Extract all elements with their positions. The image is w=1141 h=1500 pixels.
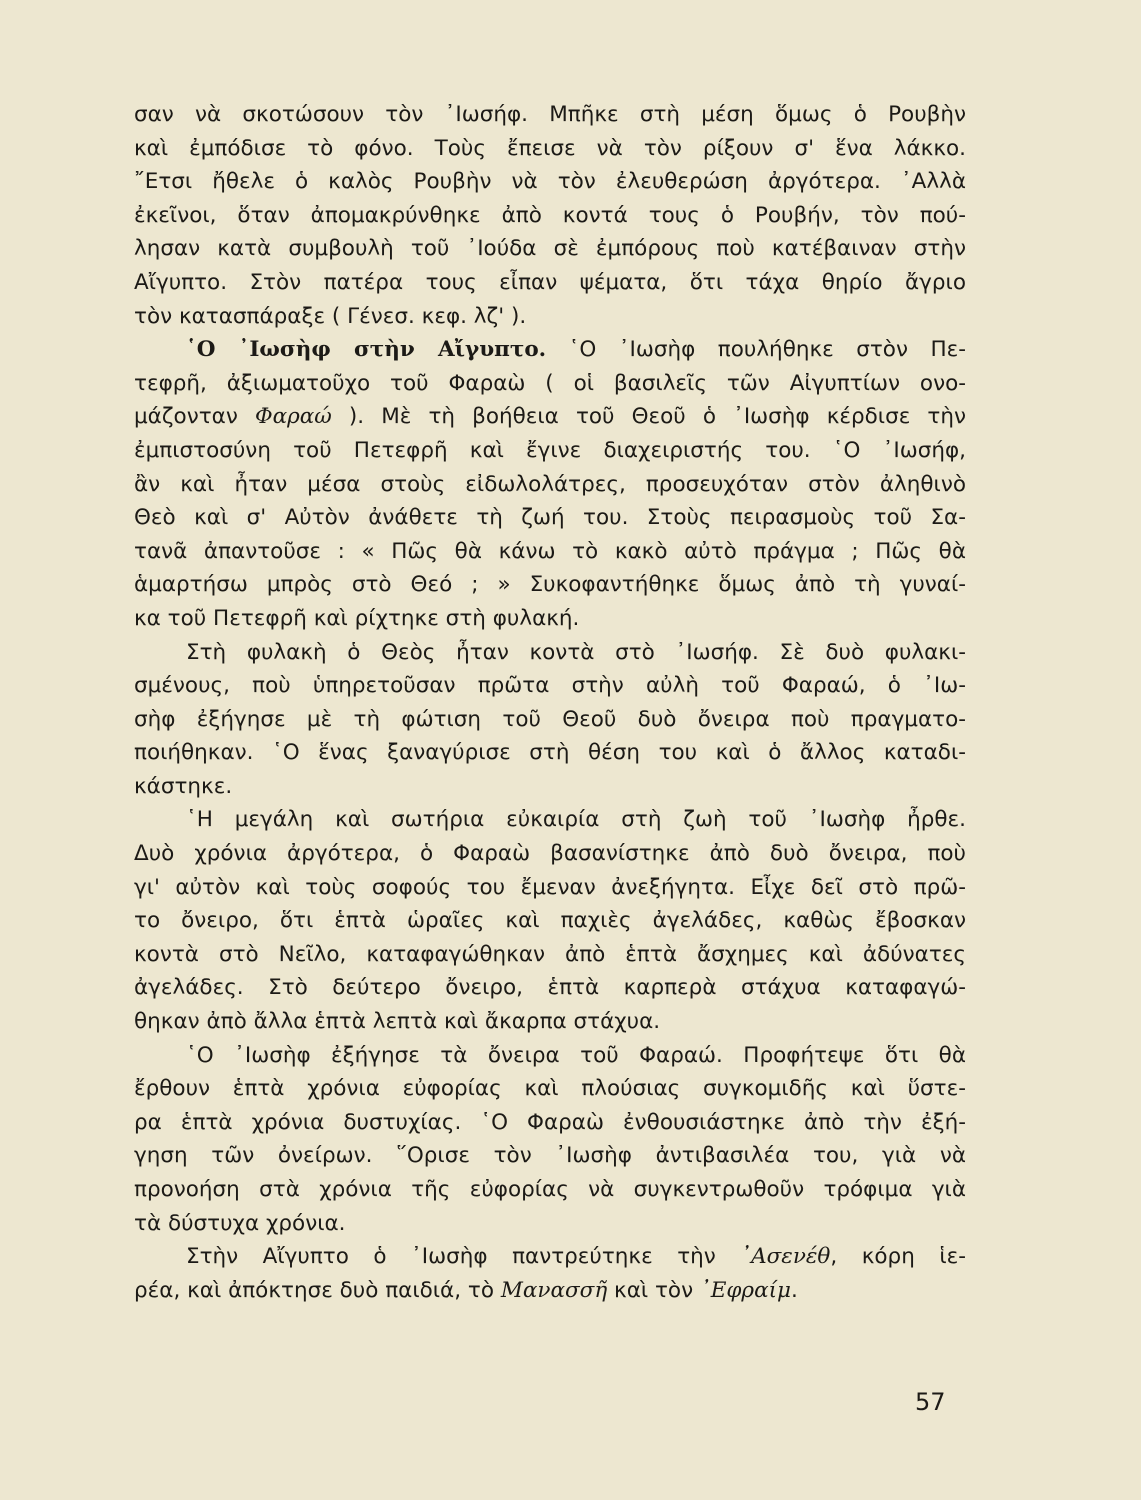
- text-segment: καὶ τὸν: [607, 1277, 700, 1303]
- text-line: σμένους, ποὺ ὑπηρετοῦσαν πρῶτα στὴν αὐλὴ τοῦ Φαραώ, ὁ ᾿Ιω-: [134, 673, 966, 699]
- italic-term: Φαραώ: [254, 404, 332, 430]
- text-line: [134, 400, 966, 434]
- text-line: ῎Ετσι ἤθελε ὁ καλὸς Ρουβὴν νὰ τὸν ἐλευθερώση ἀργότερα. ᾿Αλλὰ: [134, 169, 966, 195]
- text-line: σαν νὰ σκοτώσουν τὸν ᾿Ιωσήφ. Μπῆκε στὴ μέση ὅμως ὁ Ρουβὴν: [134, 102, 966, 127]
- text-line: σὴφ ἐξήγησε μὲ τὴ φώτιση τοῦ Θεοῦ δυὸ ὄνειρα ποὺ πραγματο-: [134, 706, 966, 732]
- text-segment: Στὴν Αἴγυπτο ὁ ᾿Ιωσὴφ παντρεύτηκε τὴν: [186, 1244, 741, 1270]
- text-line: [134, 1274, 966, 1308]
- text-line: ἔρθουν ἑπτὰ χρόνια εὐφορίας καὶ πλούσιας συγκομιδῆς καὶ ὕστε-: [134, 1076, 966, 1102]
- text-line: [134, 1240, 966, 1274]
- text-line: το ὄνειρο, ὅτι ἑπτὰ ὡραῖες καὶ παχιὲς ἀγελάδες, καθὼς ἔβοσκαν: [134, 908, 966, 934]
- text-line: γηση τῶν ὀνείρων. ῞Ορισε τὸν ᾿Ιωσὴφ ἀντιβασιλέα του, γιὰ νὰ: [134, 1143, 966, 1169]
- page-number: 57: [915, 1388, 946, 1416]
- text-line: ῾Ο ᾿Ιωσὴφ ἐξήγησε τὰ ὄνειρα τοῦ Φαραώ. Προφήτεψε ὅτι θὰ: [186, 1042, 966, 1068]
- text-segment: ῾Ο ᾿Ιωσὴφ πουλήθηκε στὸν Πε-: [546, 337, 966, 363]
- text-line: γι' αὐτὸν καὶ τοὺς σοφούς του ἔμεναν ἀνεξήγητα. Εἶχε δεῖ στὸ πρῶ-: [134, 874, 966, 900]
- text-segment: , κόρη ἱε-: [830, 1244, 966, 1270]
- body-text: [134, 98, 966, 1307]
- text-line: κα τοῦ Πετεφρῆ καὶ ρίχτηκε στὴ φυλακή.: [134, 605, 580, 631]
- text-line: κάστηκε.: [134, 773, 233, 799]
- text-line: προνοήση στὰ χρόνια τῆς εὐφορίας νὰ συγκεντρωθοῦν τρόφιμα γιὰ: [134, 1177, 966, 1202]
- text-line: ἐμπιστοσύνη τοῦ Πετεφρῆ καὶ ἔγινε διαχειριστής του. ῾Ο ᾿Ιωσήφ,: [134, 437, 966, 463]
- text-line: ἀγελάδες. Στὸ δεύτερο ὄνειρο, ἑπτὰ καρπερὰ στάχυα καταφαγώ-: [134, 975, 966, 1001]
- text-line: ἐκεῖνοι, ὅταν ἀπομακρύνθηκε ἀπὸ κοντά τους ὁ Ρουβήν, τὸν πού-: [134, 202, 966, 228]
- section-heading: ῾Ο ᾿Ιωσὴφ στὴν Αἴγυπτο.: [186, 337, 547, 363]
- text-line: τὰ δύστυχα χρόνια.: [134, 1210, 346, 1236]
- text-line: καὶ ἐμπόδισε τὸ φόνο. Τοὺς ἔπεισε νὰ τὸν ρίξουν σ' ἕνα λάκκο.: [134, 135, 966, 161]
- section-heading-line: [134, 333, 966, 367]
- italic-name: ᾿Ασενέθ: [740, 1244, 831, 1270]
- text-line: ῾Η μεγάλη καὶ σωτήρια εὐκαιρία στὴ ζωὴ τοῦ ᾿Ιωσὴφ ἦρθε.: [186, 807, 966, 833]
- text-line: Αἴγυπτο. Στὸν πατέρα τους εἶπαν ψέματα, ὅτι τάχα θηρίο ἄγριο: [134, 269, 966, 295]
- text-line: τανᾶ ἀπαντοῦσε : « Πῶς θὰ κάνω τὸ κακὸ αὐτὸ πράγμα ; Πῶς θὰ: [134, 538, 966, 564]
- italic-name: ᾿Εφραίμ: [699, 1277, 791, 1303]
- text-segment: .: [791, 1277, 798, 1303]
- text-line: ρα ἑπτὰ χρόνια δυστυχίας. ῾Ο Φαραὼ ἐνθουσιάστηκε ἀπὸ τὴν ἐξή-: [134, 1109, 966, 1135]
- text-line: ποιήθηκαν. ῾Ο ἕνας ξαναγύρισε στὴ θέση του καὶ ὁ ἄλλος καταδι-: [134, 740, 966, 766]
- text-segment: μάζονταν: [134, 404, 255, 430]
- text-line: θηκαν ἀπὸ ἄλλα ἑπτὰ λεπτὰ καὶ ἄκαρπα στάχυα.: [134, 1009, 661, 1035]
- text-line: τεφρῆ, ἀξιωματοῦχο τοῦ Φαραὼ ( οἱ βασιλεῖς τῶν Αἰγυπτίων ονο-: [134, 370, 966, 396]
- italic-name: Μανασσῆ: [500, 1277, 608, 1303]
- text-segment: ). Μὲ τὴ βοήθεια τοῦ Θεοῦ ὁ ᾿Ιωσὴφ κέρδισε τὴν: [331, 404, 966, 430]
- text-line: Δυὸ χρόνια ἀργότερα, ὁ Φαραὼ βασανίστηκε ἀπὸ δυὸ ὄνειρα, ποὺ: [134, 841, 966, 867]
- text-line: κοντὰ στὸ Νεῖλο, καταφαγώθηκαν ἀπὸ ἑπτὰ ἄσχημες καὶ ἀδύνατες: [134, 941, 966, 967]
- text-line: ἁμαρτήσω μπρὸς στὸ Θεό ; » Συκοφαντήθηκε ὅμως ἀπὸ τὴ γυναί-: [134, 572, 966, 598]
- text-segment: ρέα, καὶ ἀπόκτησε δυὸ παιδιά, τὸ: [134, 1277, 501, 1303]
- text-line: ἂν καὶ ἦταν μέσα στοὺς εἰδωλολάτρες, προσευχόταν στὸν ἀληθινὸ: [134, 471, 966, 497]
- text-line: τὸν κατασπάραξε ( Γένεσ. κεφ. λζ' ).: [134, 303, 527, 329]
- text-line: λησαν κατὰ συμβουλὴ τοῦ ᾿Ιούδα σὲ ἐμπόρους ποὺ κατέβαιναν στὴν: [134, 236, 966, 262]
- text-line: Στὴ φυλακὴ ὁ Θεὸς ἦταν κοντὰ στὸ ᾿Ιωσήφ. Σὲ δυὸ φυλακι-: [186, 639, 966, 665]
- text-line: Θεὸ καὶ σ' Αὐτὸν ἀνάθετε τὴ ζωή του. Στοὺς πειρασμοὺς τοῦ Σα-: [134, 505, 966, 531]
